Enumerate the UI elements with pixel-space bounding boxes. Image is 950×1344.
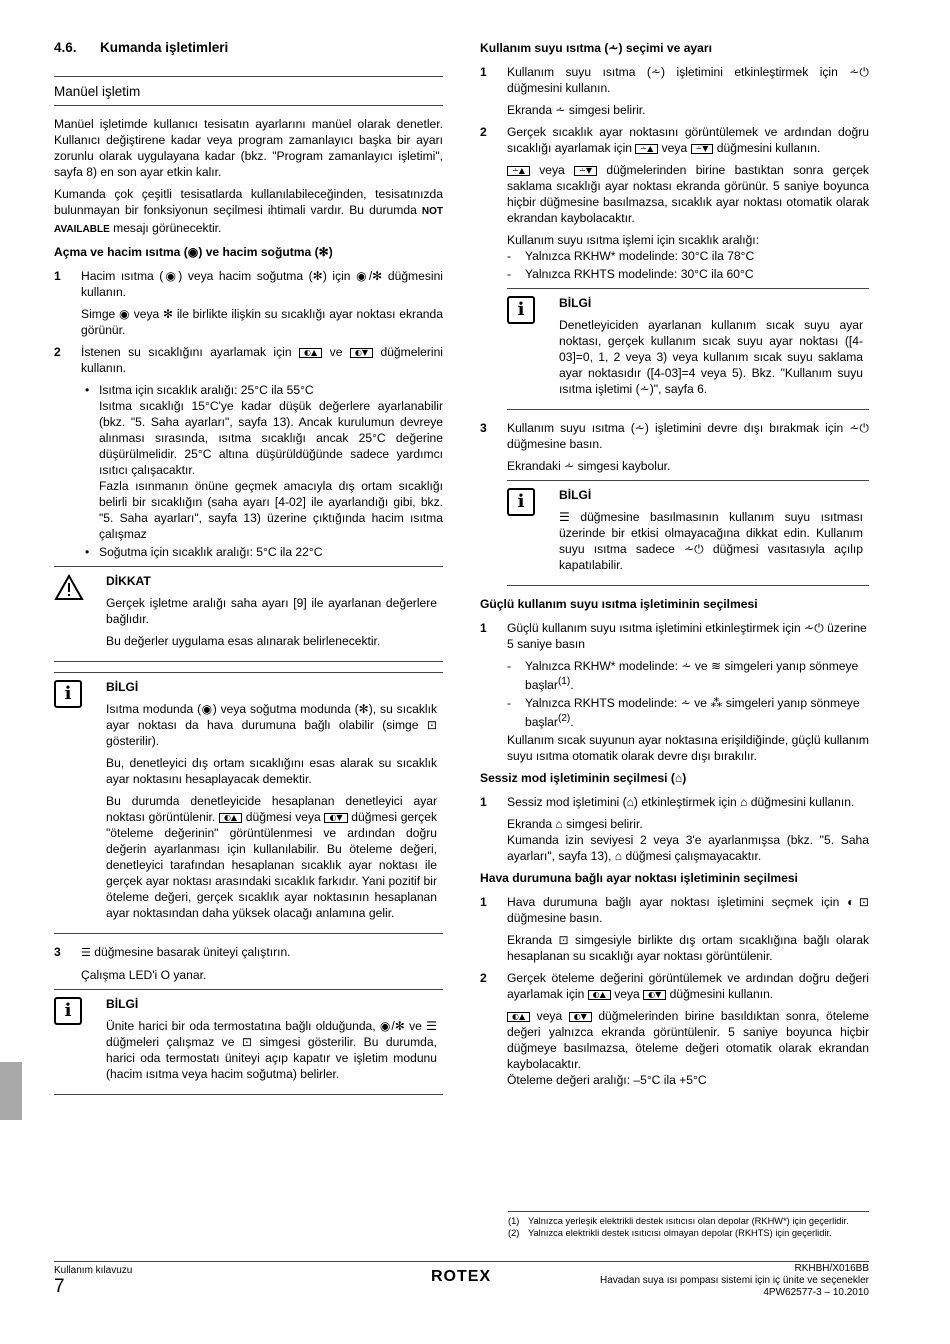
section-title: Kumanda işletimleri (100, 40, 229, 55)
range-item (507, 248, 869, 264)
footnote-ref: (2) (557, 713, 571, 725)
step-text: Ekranda ⩪ simgesi belirir. (507, 103, 646, 117)
not-available-code: NOT AVAILABLE (54, 206, 443, 235)
powerful-step-1 (480, 620, 869, 764)
model-text: Yalnızca RKHW* modelinde: ⩪ ve ≋ simgeleri yanıp sönmeye başlar (525, 659, 859, 693)
footer-description: Havadan suya ısı pompası sistemi için iç ünite ve seçenekler (599, 1275, 869, 1286)
range-text: Yalnızca RKHW* modelinde: 30°C ila 78°C (525, 249, 755, 263)
step-text: Ekranda ⊡ simgesiyle birlikte dış ortam sıcaklığına bağlı olarak hesaplanan su sıcaklığı ayar noktası görüntülenir. (507, 933, 869, 964)
heating-cooling-heading: Açma ve hacim ısıtma (◉) ve hacim soğutma (✻) (54, 245, 333, 259)
info-title: BİLGİ (559, 488, 592, 502)
step-number: 2 (54, 345, 61, 359)
step-text (507, 124, 869, 156)
weather2-text-c: düğmesini kullanın. (669, 987, 774, 1002)
dhw2-text-a: Gerçek sıcaklık ayar noktasını görüntülemek ve ardından doğru sıcaklığı ayarlamak için (507, 125, 869, 155)
step-number: 1 (480, 65, 487, 79)
step-text: Ekrandaki ⩪ simgesi kaybolur. (507, 459, 671, 473)
info-icon-glyph: i (54, 997, 82, 1025)
dash-icon: - (507, 696, 512, 711)
step-number: 1 (480, 795, 487, 810)
step-text: Kullanım suyu ısıtma işlemi için sıcaklık aralığı: (507, 233, 760, 247)
footnote-ref: (1) (557, 676, 571, 687)
intro2-text-b: mesajı görünecektir. (113, 221, 222, 235)
dash-icon: - (507, 267, 512, 281)
range-item (507, 266, 869, 282)
bullet-heating-range (81, 382, 443, 542)
powerful-dhw-heading: Güçlü kullanım suyu ısıtma işletiminin seçilmesi (480, 597, 758, 611)
info1-text-b: düğmesi veya (245, 810, 321, 824)
quiet-mode-heading: Sessiz mod işletiminin seçilmesi (⌂) (480, 771, 687, 786)
bullet-cooling-range (81, 544, 443, 560)
step-number: 3 (54, 945, 61, 959)
right-column (480, 38, 869, 1094)
model-text: Yalnızca RKHTS modelinde: ⩪ ve ⁂ simgeleri yanıp sönmeye başlar (525, 696, 860, 730)
bullet-text: Isıtma sıcaklığı 15°C'ye kadar düşük değerlere ayarlanabilir (bkz. "5. Saha ayarları", sayfa 13). Ancak kurulumun devreye alınması sırasında, ısıtma sıcaklığı ancak 25°C değerine düşürülmelidir. 25°C altına düşürüldüğünde sadece yardımcı ısıtıcı çalışacaktır. (99, 399, 443, 477)
step3-text: düğmesine basarak üniteyi çalıştırın. (94, 945, 291, 959)
caution-text: Bu değerler uygulama esas alınarak belirlenecektir. (106, 634, 381, 648)
step-text: Kullanım sıcak suyunun ayar noktasına erişildiğinde, güçlü kullanım suyu ısıtma otomatik olarak devre dışı bırakılır. (507, 733, 869, 764)
quiet-step-1 (480, 794, 869, 864)
info-note-2 (54, 989, 443, 1095)
footnote-item (508, 1216, 869, 1228)
footnote-mark: (1) (508, 1216, 520, 1226)
weather-step-1 (480, 894, 869, 964)
step2-text-a: İstenen su sıcaklığını ayarlamak için (81, 345, 292, 359)
page-number: 7 (54, 1276, 65, 1297)
dhw-up-button-icon: ⩪▲ (635, 144, 658, 154)
temp-down-button-icon: ◐▼ (350, 348, 373, 358)
intro2-text-a: Kumanda çok çeşitli tesisatlarda kullanılabileceğinden, tesisatınızda bulunmayan bir fonksiyonun seçilmesi ihtimali vardır. Bu durumda (54, 187, 443, 217)
info-title: BİLGİ (106, 680, 139, 694)
step2-text-b: düğmelerini kullanın. (81, 345, 443, 375)
step-text: Hava durumuna bağlı ayar noktası işletimini seçmek için ◐⊡ düğmesine basın. (507, 895, 869, 926)
temp-down-button-icon: ◐▼ (569, 1012, 592, 1022)
step-text: Sessiz mod işletimini (⌂) etkinleştirmek için ⌂ düğmesini kullanın. (507, 795, 855, 810)
info-text: ☰ düğmesine basılmasının kullanım suyu ısıtması üzerinde bir etkisi olmayacağına dikkat edin. Kullanım suyu ısıtma sadece ⩪⏻ düğmesi vasıtasıyla açılıp kapatılabilir. (559, 510, 863, 572)
brand-logo: ROTEX (431, 1268, 492, 1285)
info-text: Ünite harici bir oda termostatına bağlı olduğunda, ◉/✻ ve ☰ düğmeleri çalışmaz ve ⊡ simgesi gösterilir. Bu durumda, harici oda termostatı üniteyi açıp kapatır ve işletim modunu (hacim ısıtma veya hacim soğutma) belirler. (106, 1019, 437, 1081)
footer-doc-type: Kullanım kılavuzu (54, 1265, 133, 1276)
side-tab-marker (0, 1062, 22, 1120)
footnote-text: Yalnızca elektrikli destek ısıtıcısı olmayan depolar (RKHTS) için geçerlidir. (528, 1227, 832, 1238)
intro-paragraph-1: Manüel işletimde kullanıcı tesisatın ayarlarını manüel olarak denetler. Kullanıcı değiştirene kadar veya program zamanlayıcı başka bir ayarı zorunlu olarak uygulayana kadar (bkz. "Program zamanlayıcı işletimi", sayfa 8) en son ayar etkin kalır. (54, 117, 443, 179)
info1-text-c: düğmesi gerçek "öteleme değerinin" görüntülenmesi ve ardından doğru değerin ayarlanması için kullanılabilir. Bu öteleme değeri, denetleyici tarafından hesaplanan sıcaklık ayar noktası ile gerçek ayar noktası arasındaki sıcaklık farkıdır. Yani pozitif bir öteleme değeri, gerçek sıcaklık ayar noktasının hesaplanan ayar noktasından daha yüksek olacağı anlamına gelir. (106, 810, 437, 920)
step-text (507, 1008, 869, 1072)
intro-paragraph-2 (54, 186, 443, 238)
step-text (507, 970, 869, 1002)
info-icon (507, 488, 535, 516)
warning-triangle-icon (54, 574, 84, 601)
bullet-text: Fazla ısınmanın önüne geçmek amacıyla dış ortam sıcaklığı belirli bir sıcaklığın (saha ayarı [4-02] ile ayarlandığı gibi, bkz. "5. Saha ayarları", sayfa 13) üzerine çıktığında hacim ısıtma çalışmaz (99, 479, 443, 541)
caution-note (54, 566, 443, 662)
model-item: - Yalnızca RKHW* modelinde: ⩪ ve ≋ simgeleri yanıp sönmeye başlar$^{(1)}$. (507, 659, 859, 693)
step-number: 1 (54, 269, 61, 283)
footer-doc-info (600, 1263, 869, 1299)
info-text: Isıtma modunda (◉) veya soğutma modunda (✻), su sıcaklık ayar noktası da hava durumuna bağlı olabilir (simge ⊡ gösterilir). (106, 702, 437, 748)
step-3 (54, 944, 443, 983)
footnote-mark: (2) (508, 1227, 520, 1238)
model-item: - Yalnızca RKHTS modelinde: ⩪ ve ⁂ simgeleri yanıp sönmeye başlar$^{(2)}$. (507, 696, 860, 730)
info-icon-glyph: i (54, 680, 82, 708)
footer-divider (54, 1261, 869, 1262)
step-number: 1 (480, 621, 487, 635)
info-icon (507, 296, 535, 324)
temp-down-button-icon: ◐▼ (324, 813, 347, 823)
step2-text-mid: ve (329, 345, 343, 359)
onoff-button-icon: ☰ (81, 946, 91, 959)
dhw2-text-d: veya (539, 163, 565, 177)
info-icon (54, 997, 82, 1025)
left-column (54, 38, 443, 1105)
info-note-1 (54, 672, 443, 934)
info-text: Denetleyiciden ayarlanan kullanım sıcak suyu ayar noktası, gerçek kullanım sıcak suyu ayar noktası ([4-03]=0, 1, 2 veya 3) veya kullanım sıcak suyu saklama ayar noktasıdır ([4-03]=4 veya 5). Bkz. "Kullanım suyu ısıtma işletimi (⩪)", sayfa 6. (559, 318, 863, 396)
step-text (81, 944, 443, 961)
step-text (507, 162, 869, 226)
step-1 (54, 268, 443, 338)
dhw2-text-e: düğmelerinden birine bastıktan sonra gerçek saklama sıcaklığı ayar noktası ekranda görünür. 5 saniye boyunca hiçbir düğmesine basılmazsa, sıcaklık ayar noktası otomatik olarak ekrandan kaybolacaktır. (507, 163, 869, 225)
caution-text: Gerçek işletme aralığı saha ayarı [9] ile ayarlanan değerlere bağlıdır. (106, 596, 437, 626)
caution-title: DİKKAT (106, 574, 151, 588)
info-title: BİLGİ (559, 296, 592, 310)
info-icon-glyph: i (507, 488, 535, 516)
dhw2-text-b: veya (661, 141, 688, 155)
temp-up-button-icon: ◐▲ (588, 990, 611, 1000)
weather-dependent-heading: Hava durumuna bağlı ayar noktası işletiminin seçilmesi (480, 871, 798, 886)
footer-model: RKHBH/X016BB (794, 1263, 869, 1274)
temp-up-button-icon: ◐▲ (219, 813, 242, 823)
step-text: Simge ◉ veya ✻ ile birlikte ilişkin su sıcaklığı ayar noktası ekranda görünür. (81, 307, 443, 337)
weather2-text-d: veya (536, 1009, 563, 1024)
step-number: 2 (480, 971, 487, 986)
step-text: Kumanda izin seviyesi 2 veya 3'e ayarlanmışsa (bkz. "5. Saha ayarları", sayfa 13), ⌂ düğmesi çalışmayacaktır. (507, 833, 869, 864)
step-2 (54, 344, 443, 560)
dhw-heading: Kullanım suyu ısıtma (⩪) seçimi ve ayarı (480, 41, 712, 55)
weather-step-2 (480, 970, 869, 1088)
info-text: Bu, denetleyici dış ortam sıcaklığını esas alarak su sıcaklık ayar noktasını hesaplayacak demektir. (106, 756, 437, 786)
footnote-text: Yalnızca yerleşik elektrikli destek ısıtıcısı olan depolar (RKHW*) için geçerlidir. (528, 1216, 849, 1226)
info-icon-glyph: i (507, 296, 535, 324)
info-title: BİLGİ (106, 997, 139, 1011)
dhw2-text-c: düğmesini kullanın. (716, 141, 821, 155)
weather2-text-b: veya (614, 987, 640, 1002)
dhw-step-1 (480, 64, 869, 118)
dhw-down-button-icon: ⩪▼ (574, 166, 597, 176)
temp-up-button-icon: ◐▲ (507, 1012, 530, 1022)
step-text: Güçlü kullanım suyu ısıtma işletimini etkinleştirmek için ⩪⏻ üzerine 5 saniye basın (507, 621, 867, 651)
step-text: Ekranda ⌂ simgesi belirir. (507, 817, 643, 832)
dash-icon: - (507, 659, 512, 673)
weather2-text-e: düğmelerinden birine basıldıktan sonra, öteleme değeri yalnızca ekranda görüntülenir. 5 saniye boyunca hiçbir düğmeye basılmazsa, öteleme değeri otomatik olarak ekrandan kaybolacaktır. (507, 1009, 869, 1072)
info-icon (54, 680, 82, 708)
step-number: 3 (480, 421, 487, 435)
section-heading (54, 40, 443, 56)
section-number: 4.6. (54, 40, 77, 55)
step-text: Çalışma LED'i O yanar. (81, 968, 207, 982)
dash-icon: - (507, 249, 512, 263)
weather2-text-a: Gerçek öteleme değerini görüntülemek ve ardından doğru değeri ayarlamak için (507, 971, 869, 1002)
subsection-title: Manüel işletim (54, 76, 443, 106)
step-text: Öteleme değeri aralığı: –5°C ila +5°C (507, 1073, 707, 1088)
step-text: Hacim ısıtma (◉) veya hacim soğutma (✻) için ◉/✻ düğmesini kullanın. (81, 269, 443, 299)
dhw-up-button-icon: ⩪▲ (507, 166, 530, 176)
step-text: Kullanım suyu ısıtma (⩪) işletimini etkinleştirmek için ⩪⏻ düğmesini kullanın. (507, 65, 869, 95)
dhw-step-3 (480, 420, 869, 474)
range-text: Yalnızca RKHTS modelinde: 30°C ila 60°C (525, 267, 754, 281)
info-text (106, 793, 437, 921)
step-text (81, 344, 443, 376)
bullet-icon: • (85, 545, 90, 559)
step-number: 1 (480, 895, 487, 910)
bullet-icon: • (85, 383, 90, 397)
dhw-down-button-icon: ⩪▼ (691, 144, 714, 154)
info-note-3 (507, 288, 869, 410)
bullet-text: Soğutma için sıcaklık aralığı: 5°C ila 22°C (99, 545, 323, 559)
footer-doc-number: 4PW62577-3 – 10.2010 (763, 1287, 869, 1298)
temp-up-button-icon: ◐▲ (299, 348, 322, 358)
info-note-4 (507, 480, 869, 586)
bullet-text: Isıtma için sıcaklık aralığı: 25°C ila 55°C (99, 383, 314, 397)
step-text: Kullanım suyu ısıtma (⩪) işletimini devre dışı bırakmak için ⩪⏻ düğmesine basın. (507, 421, 869, 451)
info1-text-a: Bu durumda denetleyicide hesaplanan denetleyici ayar noktası görüntülenir. (106, 794, 437, 824)
step-number: 2 (480, 125, 487, 139)
footnote-item (508, 1228, 869, 1240)
dhw-step-2 (480, 124, 869, 282)
temp-down-button-icon: ◐▼ (643, 990, 666, 1000)
footnotes (508, 1211, 869, 1239)
